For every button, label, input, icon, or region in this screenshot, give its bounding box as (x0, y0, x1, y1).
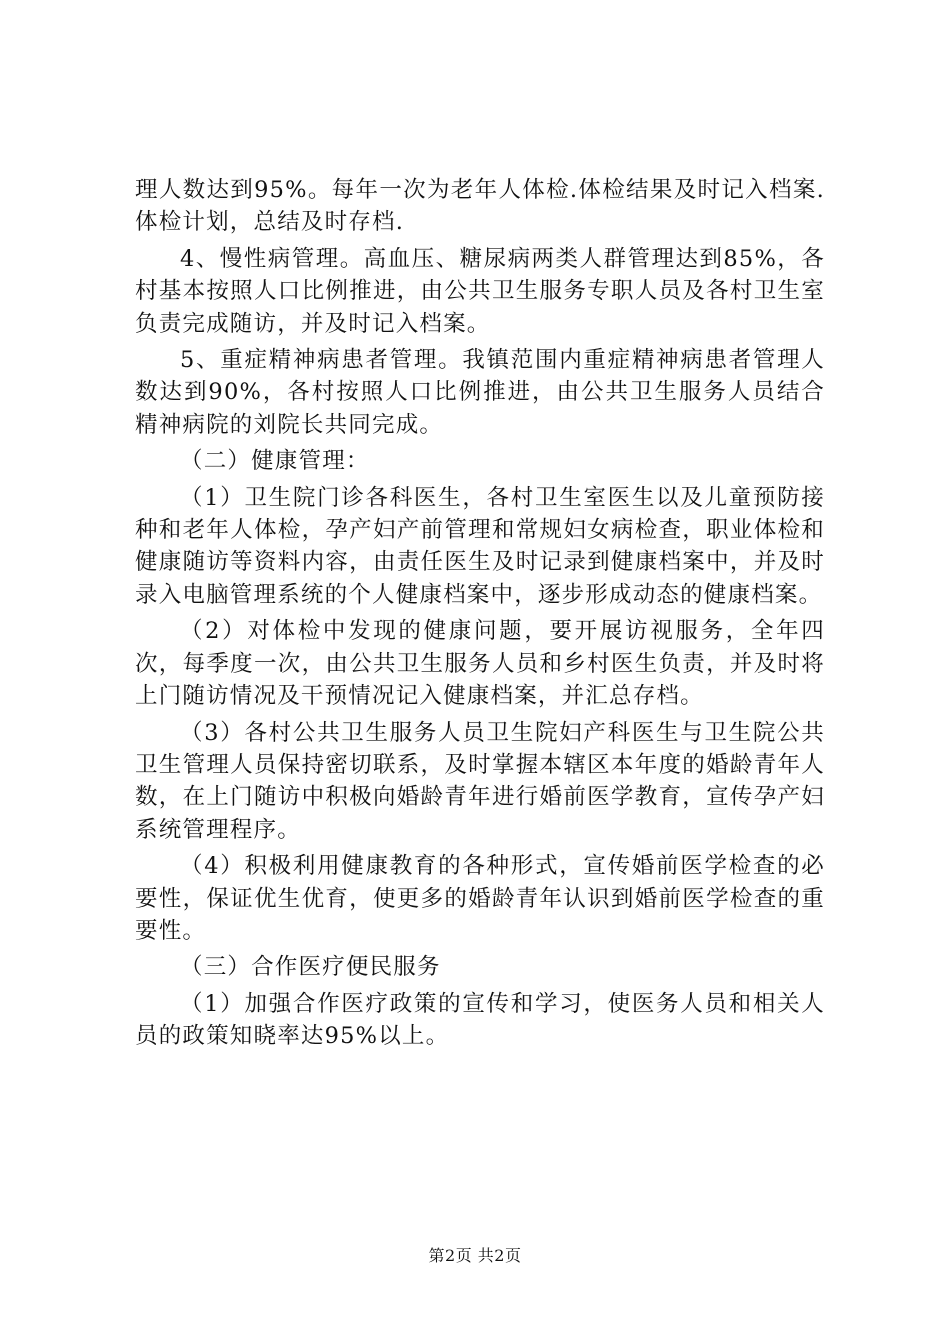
section-heading-health-management: （二）健康管理： (180, 448, 370, 475)
paragraph-policy-awareness: （1）加强合作医疗政策的宣传和学习，使医务人员和相关人员的政策知晓率达95%以上。 (135, 990, 825, 1050)
section-heading-cooperative-medical: （三）合作医疗便民服务 (180, 954, 441, 981)
document-body (135, 174, 825, 1053)
paragraph-premarital-education: （3）各村公共卫生服务人员卫生院妇产科医生与卫生院公共卫生管理人员保持密切联系，及时掌握本辖区本年度的婚龄青年人数，在上门随访中积极向婚龄青年进行婚前医学教育，宣传孕产妇系统管理程序。 (135, 719, 825, 843)
paragraph-premarital-checkup-promotion: （4）积极利用健康教育的各种形式，宣传婚前医学检查的必要性，保证优生优育，使更多的婚龄青年认识到婚前医学检查的重要性。 (135, 853, 825, 944)
paragraph-mental-illness-management: 5、重症精神病患者管理。我镇范围内重症精神病患者管理人数达到90%，各村按照人口比例推进，由公共卫生服务人员结合精神病院的刘院长共同完成。 (135, 347, 825, 438)
page-footer: 第2页 共2页 (428, 1246, 522, 1265)
paragraph-health-records: （1）卫生院门诊各科医生，各村卫生室医生以及儿童预防接种和老年人体检，孕产妇产前管理和常规妇女病检查，职业体检和健康随访等资料内容，由责任医生及时记录到健康档案中，并及时录入电脑管理系统的个人健康档案中，逐步形成动态的健康档案。 (135, 484, 825, 608)
paragraph-chronic-disease-management: 4、慢性病管理。高血压、糖尿病两类人群管理达到85%，各村基本按照人口比例推进，由公共卫生服务专职人员及各村卫生室负责完成随访，并及时记入档案。 (135, 245, 825, 337)
paragraph-elderly-health-continued: 理人数达到95%。每年一次为老年人体检.体检结果及时记入档案.体检计划，总结及时存档. (135, 177, 825, 236)
paragraph-follow-up-visits: （2）对体检中发现的健康问题，要开展访视服务，全年四次，每季度一次，由公共卫生服务人员和乡村医生负责，并及时将上门随访情况及干预情况记入健康档案，并汇总存档。 (135, 618, 825, 710)
